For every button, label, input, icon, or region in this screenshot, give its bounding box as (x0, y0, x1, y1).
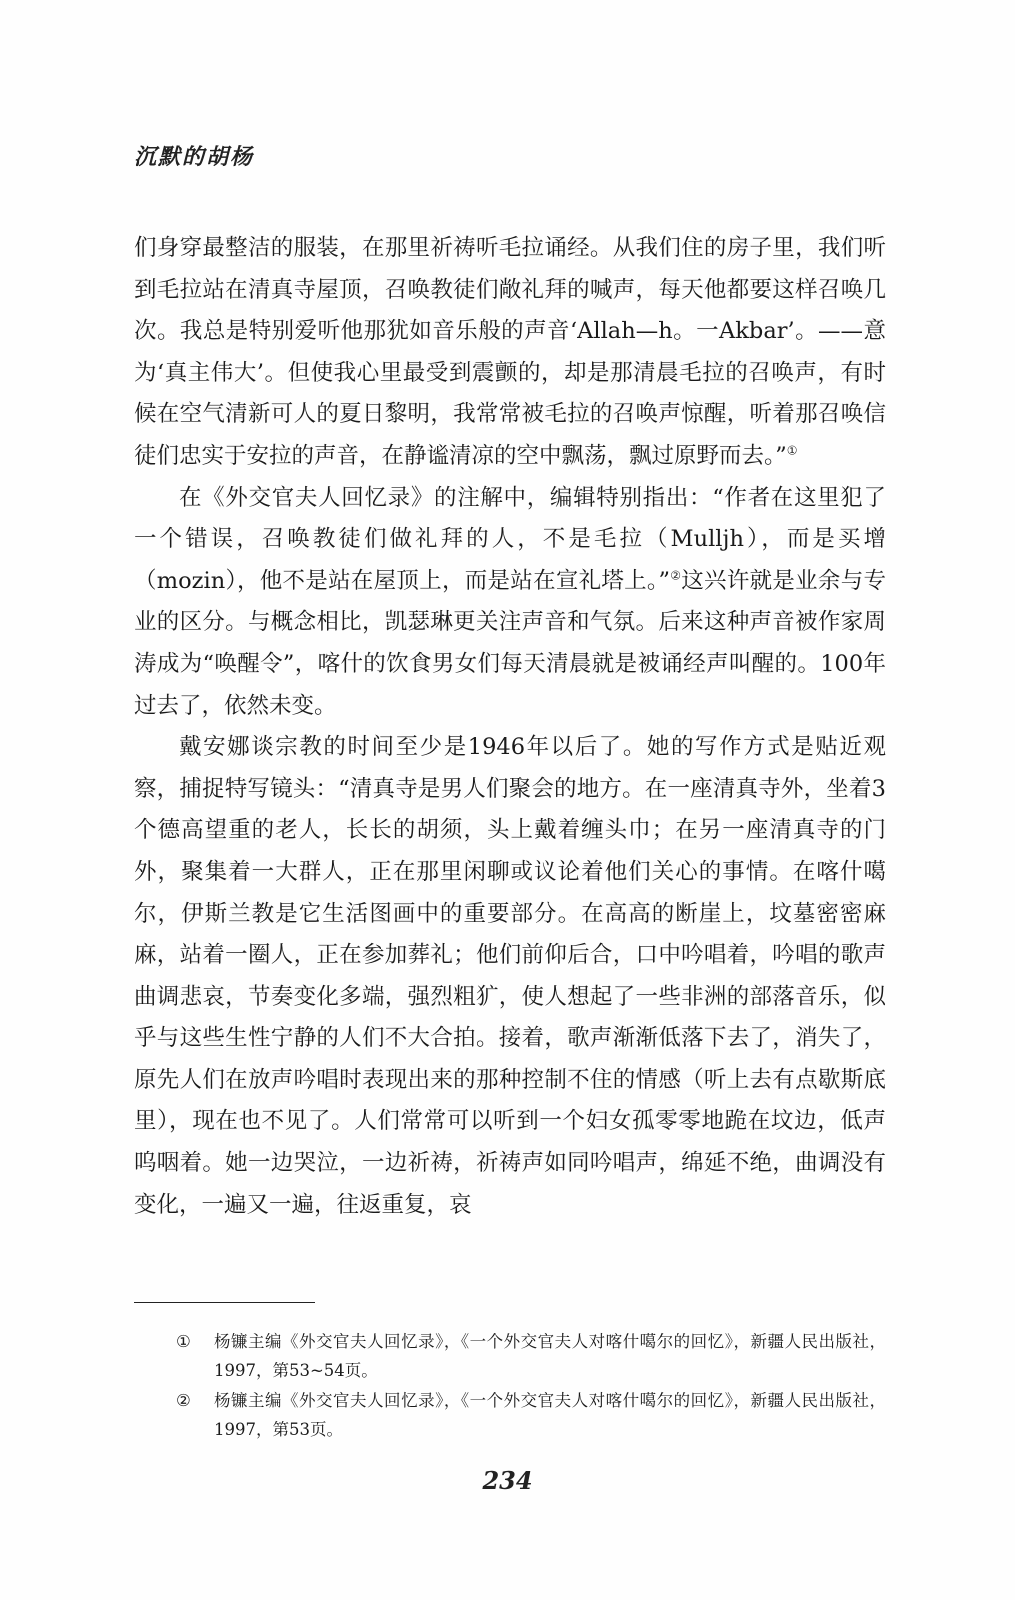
footnote-text: 杨镰主编《外交官夫人回忆录》，《一个外交官夫人对喀什噶尔的回忆》，新疆人民出版社，1997，第53页。 (214, 1391, 886, 1439)
footnote-mark: ② (176, 1391, 191, 1410)
paragraph-text: 戴安娜谈宗教的时间至少是1946年以后了。她的写作方式是贴近观察，捕捉特写镜头：“清真寺是男人们聚会的地方。在一座清真寺外，坐着3个德高望重的老人，长长的胡须，头上戴着缠头巾；在另一座清真寺的门外，聚集着一大群人，正在那里闲聊或议论着他们关心的事情。在喀什噶尔，伊斯兰教是它生活图画中的重要部分。在高高的断崖上，坟墓密密麻麻，站着一圈人，正在参加葬礼；他们前仰后合，口中吟唱着，吟唱的歌声曲调悲哀，节奏变化多端，强烈粗犷，使人想起了一些非洲的部落音乐，似乎与这些生性宁静的人们不大合拍。接着，歌声渐渐低落下去了，消失了，原先人们在放声吟唱时表现出来的那种控制不住的情感（听上去有点歇斯底里），现在也不见了。人们常常可以听到一个妇女孤零零地跪在坟边，低声呜咽着。她一边哭泣，一边祈祷，祈祷声如同吟唱声，绵延不绝，曲调没有变化，一遍又一遍，往返重复，哀 (134, 734, 886, 1218)
running-head: 沉默的胡杨 (134, 144, 255, 170)
footnote (176, 1387, 886, 1444)
paragraph (134, 478, 886, 728)
footnotes (176, 1328, 886, 1446)
footnote-text: 杨镰主编《外交官夫人回忆录》，《一个外交官夫人对喀什噶尔的回忆》，新疆人民出版社，1997，第53~54页。 (214, 1332, 886, 1380)
footnote-mark: ① (176, 1332, 191, 1351)
footnote (176, 1328, 886, 1385)
footnote-ref: ② (669, 568, 682, 583)
body-text (134, 228, 886, 1226)
footnote-divider (134, 1302, 315, 1303)
paragraph (134, 228, 886, 478)
paragraph-text: 这兴许就是业余与专业的区分。与概念相比，凯瑟琳更关注声音和气氛。后来这种声音被作家周涛成为“唤醒令”，喀什的饮食男女们每天清晨就是被诵经声叫醒的。100年过去了，依然未变。 (134, 567, 886, 719)
paragraph (134, 727, 886, 1226)
paragraph-text: 们身穿最整洁的服装，在那里祈祷听毛拉诵经。从我们住的房子里，我们听到毛拉站在清真寺屋顶，召唤教徒们敞礼拜的喊声，每天他都要这样召唤几次。我总是特别爱听他那犹如音乐般的声音‘Allah—h。一Akbar’。——意为‘真主伟大’。但使我心里最受到震颤的，却是那清晨毛拉的召唤声，有时候在空气清新可人的夏日黎明，我常常被毛拉的召唤声惊醒，听着那召唤信徒们忠实于安拉的声音，在静谧清凉的空中飘荡，飘过原野而去。” (134, 235, 886, 469)
footnote-ref: ① (786, 443, 798, 458)
page-number: 234 (482, 1466, 533, 1495)
paragraph-text: 在《外交官夫人回忆录》的注解中，编辑特别指出：“作者在这里犯了一个错误，召唤教徒们做礼拜的人，不是毛拉（Mulljh），而是买增（mozin），他不是站在屋顶上，而是站在宣礼塔上。” (134, 484, 886, 594)
